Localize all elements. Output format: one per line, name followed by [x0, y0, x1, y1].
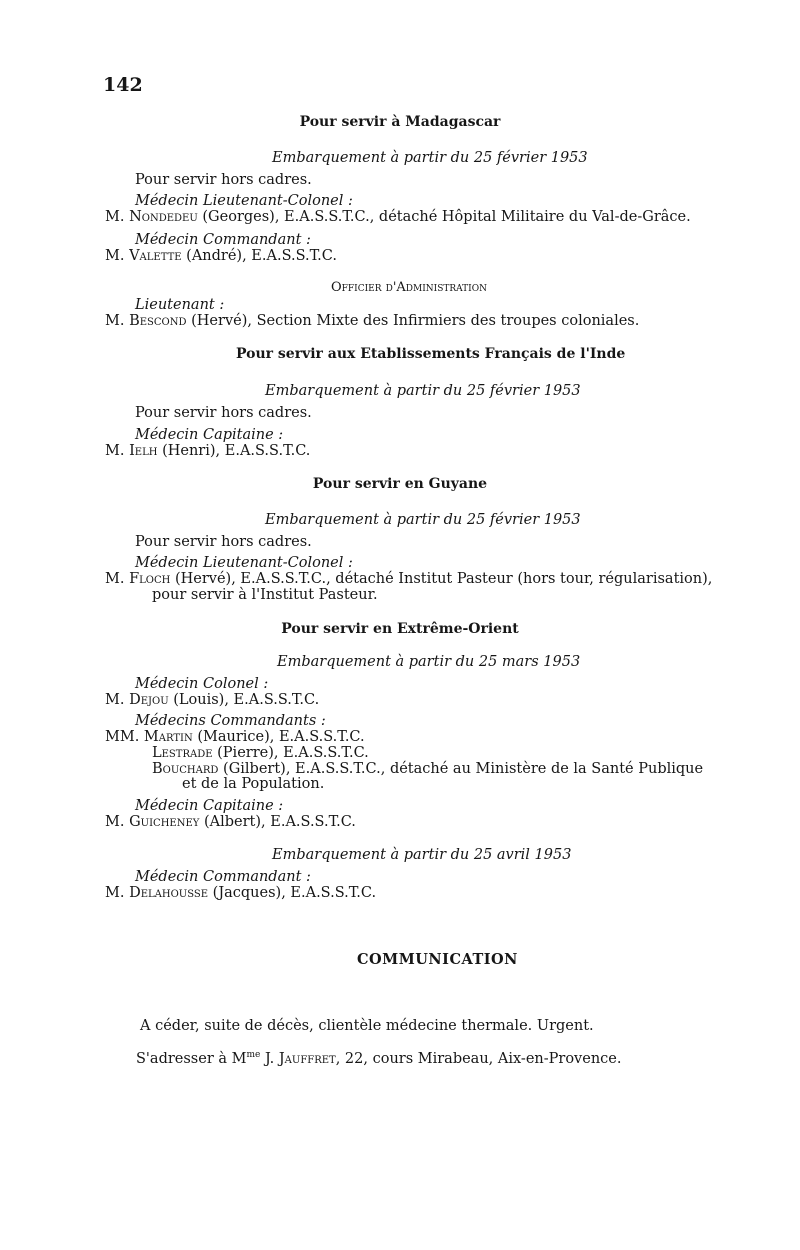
- person-details: (Georges), E.A.S.S.T.C., détaché Hôpital Militaire du Val-de-Grâce.: [197, 209, 691, 225]
- section-heading-inde: Pour servir aux Etablissements Français de l'Inde: [236, 346, 626, 362]
- person-title: M.: [105, 248, 125, 264]
- person-title: M.: [105, 313, 125, 329]
- person-entry: [105, 247, 337, 265]
- address-name: J. Jauffret: [264, 1050, 336, 1067]
- person-name: Martin: [143, 729, 193, 745]
- person-title: M.: [105, 692, 125, 708]
- person-name: Ielh: [129, 443, 158, 459]
- person-name: Guicheney: [129, 814, 200, 830]
- person-title: M.: [105, 209, 125, 225]
- person-details: (Maurice), E.A.S.S.T.C.: [192, 729, 365, 745]
- page-number: 142: [103, 74, 143, 96]
- person-name: Valette: [129, 248, 182, 264]
- person-name: Delahousse: [129, 885, 209, 901]
- person-entry-continuation: pour servir à l'Institut Pasteur.: [152, 587, 378, 603]
- embarkation-date: Embarquement à partir du 25 mars 1953: [277, 654, 581, 670]
- person-details: (Hervé), Section Mixte des Infirmiers des troupes coloniales.: [186, 313, 640, 329]
- communication-heading: COMMUNICATION: [357, 951, 518, 968]
- person-name: Nondedeu: [129, 209, 198, 225]
- person-details: (Pierre), E.A.S.S.T.C.: [212, 745, 369, 761]
- rank-label: Médecins Commandants :: [135, 713, 326, 729]
- rank-label: Médecin Capitaine :: [135, 427, 284, 443]
- category-text: Pour servir hors cadres.: [135, 172, 312, 188]
- person-details: (Albert), E.A.S.S.T.C.: [199, 814, 356, 830]
- embarkation-date: Embarquement à partir du 25 avril 1953: [272, 847, 572, 863]
- address-superscript: me: [246, 1050, 261, 1060]
- person-entry: [105, 813, 356, 831]
- rank-label: Médecin Colonel :: [135, 676, 269, 692]
- person-details: (Louis), E.A.S.S.T.C.: [168, 692, 320, 708]
- communication-address: [136, 1046, 621, 1068]
- address-rest: , 22, cours Mirabeau, Aix-en-Provence.: [335, 1050, 622, 1067]
- person-entry: [105, 208, 691, 226]
- person-title: M.: [105, 443, 125, 459]
- person-details: (Hervé), E.A.S.S.T.C., détaché Institut Pasteur (hors tour, régularisation),: [170, 571, 713, 587]
- rank-label: Lieutenant :: [135, 297, 225, 313]
- section-heading-guyane: Pour servir en Guyane: [312, 476, 488, 492]
- person-entry-continuation: et de la Population.: [182, 776, 325, 792]
- person-entry: [105, 312, 639, 330]
- subsection-heading-admin: Officier d'Administration: [331, 280, 487, 295]
- rank-label: Médecin Lieutenant-Colonel :: [135, 193, 353, 209]
- rank-label: Médecin Commandant :: [135, 869, 311, 885]
- communication-text: A céder, suite de décès, clientèle médecine thermale. Urgent.: [140, 1018, 594, 1034]
- person-details: (Jacques), E.A.S.S.T.C.: [208, 885, 377, 901]
- person-name: Bouchard: [152, 761, 219, 777]
- person-title: MM.: [105, 729, 140, 745]
- person-title: M.: [105, 885, 125, 901]
- person-name: Bescond: [129, 313, 187, 329]
- rank-label: Médecin Lieutenant-Colonel :: [135, 555, 353, 571]
- category-text: Pour servir hors cadres.: [135, 405, 312, 421]
- category-text: Pour servir hors cadres.: [135, 534, 312, 550]
- person-title: M.: [105, 571, 125, 587]
- rank-label: Médecin Commandant :: [135, 232, 311, 248]
- person-entry: [105, 884, 376, 902]
- person-name: Lestrade: [152, 745, 213, 761]
- embarkation-date: Embarquement à partir du 25 février 1953: [265, 383, 581, 399]
- person-entry: [105, 691, 319, 709]
- address-prefix: S'adresser à M: [136, 1050, 247, 1067]
- person-details: (Henri), E.A.S.S.T.C.: [157, 443, 311, 459]
- person-details: (Gilbert), E.A.S.S.T.C., détaché au Ministère de la Santé Publique: [218, 761, 704, 777]
- embarkation-date: Embarquement à partir du 25 février 1953: [272, 150, 588, 166]
- person-details: (André), E.A.S.S.T.C.: [181, 248, 337, 264]
- rank-label: Médecin Capitaine :: [135, 798, 284, 814]
- person-name: Floch: [129, 571, 171, 587]
- person-title: M.: [105, 814, 125, 830]
- person-entry: [105, 442, 310, 460]
- section-heading-madagascar: Pour servir à Madagascar: [299, 114, 501, 130]
- person-name: Dejou: [129, 692, 169, 708]
- embarkation-date: Embarquement à partir du 25 février 1953: [265, 512, 581, 528]
- section-heading-extreme-orient: Pour servir en Extrême-Orient: [281, 621, 519, 637]
